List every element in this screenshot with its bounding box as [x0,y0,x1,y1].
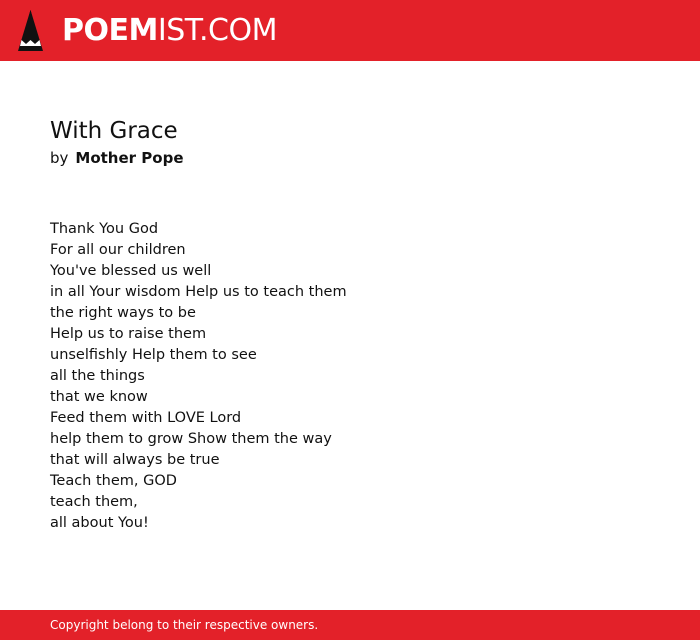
poem-line: all the things [50,368,145,384]
poem-line: all about You! [50,515,149,531]
poem-line: You've blessed us well [50,263,212,279]
poem-heading [50,116,650,169]
poem-line: unselfishly Help them to see [50,347,257,363]
byline [50,147,650,169]
poem-line: Feed them with LOVE Lord [50,410,242,426]
copyright-notice: Copyright belong to their respective owners. [50,618,319,632]
site-logo[interactable] [62,13,277,49]
poem-line: the right ways to be [50,305,196,321]
poem-line: Teach them, GOD [50,473,177,489]
poem-line: teach them, [50,494,138,510]
poem-line: Thank You God [50,221,159,237]
site-header [0,0,700,61]
poem-line: that will always be true [50,452,220,468]
author-name[interactable]: Mother Pope [75,149,184,167]
logo-bold-text: POEM [62,13,158,48]
poem-line: Help us to raise them [50,326,207,342]
pencil-tip-icon[interactable] [18,10,43,51]
poem-line: help them to grow Show them the way [50,431,332,447]
poem-line: that we know [50,389,148,405]
logo-light-text: IST.COM [157,13,277,48]
poem-body [50,219,650,534]
site-footer [0,610,700,640]
poem-title: With Grace [50,118,178,144]
poem-line: For all our children [50,242,186,258]
by-label: by [50,149,69,167]
poem-line: in all Your wisdom Help us to teach them [50,284,347,300]
